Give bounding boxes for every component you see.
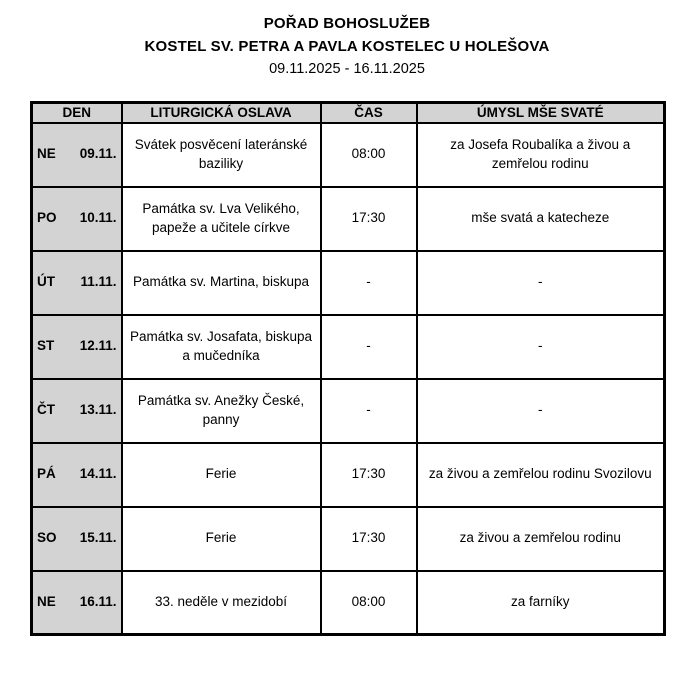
day-cell	[32, 315, 122, 379]
day-date: 11.11.	[80, 274, 117, 290]
time-cell: 17:30	[321, 443, 417, 507]
day-abbrev: PÁ	[37, 466, 56, 482]
time-cell: -	[321, 251, 417, 315]
day-cell	[32, 507, 122, 571]
celebration-cell: Památka sv. Martina, biskupa	[122, 251, 321, 315]
column-header-day: DEN	[32, 103, 122, 123]
intention-cell: -	[417, 379, 665, 443]
celebration-cell: Památka sv. Lva Velikého, papeže a učitele církve	[122, 187, 321, 251]
time-cell: 08:00	[321, 571, 417, 635]
intention-cell: za farníky	[417, 571, 665, 635]
day-abbrev: ST	[37, 338, 55, 354]
table-row	[32, 187, 665, 251]
day-date: 14.11.	[79, 466, 117, 482]
intention-cell: mše svatá a katecheze	[417, 187, 665, 251]
celebration-cell: Ferie	[122, 507, 321, 571]
table-row	[32, 507, 665, 571]
table-row	[32, 571, 665, 635]
intention-cell: za Josefa Roubalíka a živou a zemřelou rodinu	[417, 123, 665, 187]
day-cell	[32, 187, 122, 251]
intention-cell: -	[417, 251, 665, 315]
intention-cell: za živou a zemřelou rodinu Svozilovu	[417, 443, 665, 507]
day-abbrev: PO	[37, 210, 57, 226]
celebration-cell: 33. neděle v mezidobí	[122, 571, 321, 635]
document-header	[0, 0, 694, 81]
day-abbrev: NE	[37, 146, 56, 162]
day-abbrev: ÚT	[37, 274, 55, 290]
week-date-range: 09.11.2025 - 16.11.2025	[269, 61, 425, 77]
table-row	[32, 251, 665, 315]
day-cell	[32, 251, 122, 315]
time-cell: 17:30	[321, 507, 417, 571]
table-row	[32, 443, 665, 507]
celebration-cell: Památka sv. Anežky České, panny	[122, 379, 321, 443]
intention-cell: za živou a zemřelou rodinu	[417, 507, 665, 571]
page-title: POŘAD BOHOSLUŽEB	[263, 15, 431, 32]
table-row	[32, 315, 665, 379]
day-cell	[32, 443, 122, 507]
celebration-cell: Památka sv. Josafata, biskupa a mučedníka	[122, 315, 321, 379]
celebration-cell: Svátek posvěcení lateránské baziliky	[122, 123, 321, 187]
day-date: 15.11.	[79, 530, 117, 546]
day-cell	[32, 571, 122, 635]
table-row	[32, 379, 665, 443]
church-name: KOSTEL SV. PETRA A PAVLA KOSTELEC U HOLEŠOVA	[144, 38, 550, 55]
column-header-time: ČAS	[321, 103, 417, 123]
intention-cell: -	[417, 315, 665, 379]
day-date: 16.11.	[79, 594, 117, 610]
day-date: 10.11.	[79, 210, 117, 226]
column-header-celebration: LITURGICKÁ OSLAVA	[122, 103, 321, 123]
day-date: 09.11.	[79, 146, 117, 162]
celebration-cell: Ferie	[122, 443, 321, 507]
day-abbrev: ČT	[37, 402, 55, 418]
day-date: 12.11.	[79, 338, 117, 354]
day-abbrev: NE	[37, 594, 56, 610]
day-abbrev: SO	[37, 530, 57, 546]
mass-schedule-table	[30, 101, 666, 636]
time-cell: 17:30	[321, 187, 417, 251]
day-cell	[32, 379, 122, 443]
time-cell: -	[321, 315, 417, 379]
day-cell	[32, 123, 122, 187]
column-header-intention: ÚMYSL MŠE SVATÉ	[417, 103, 665, 123]
table-header-row	[32, 103, 665, 123]
table-row	[32, 123, 665, 187]
day-date: 13.11.	[79, 402, 117, 418]
time-cell: 08:00	[321, 123, 417, 187]
time-cell: -	[321, 379, 417, 443]
